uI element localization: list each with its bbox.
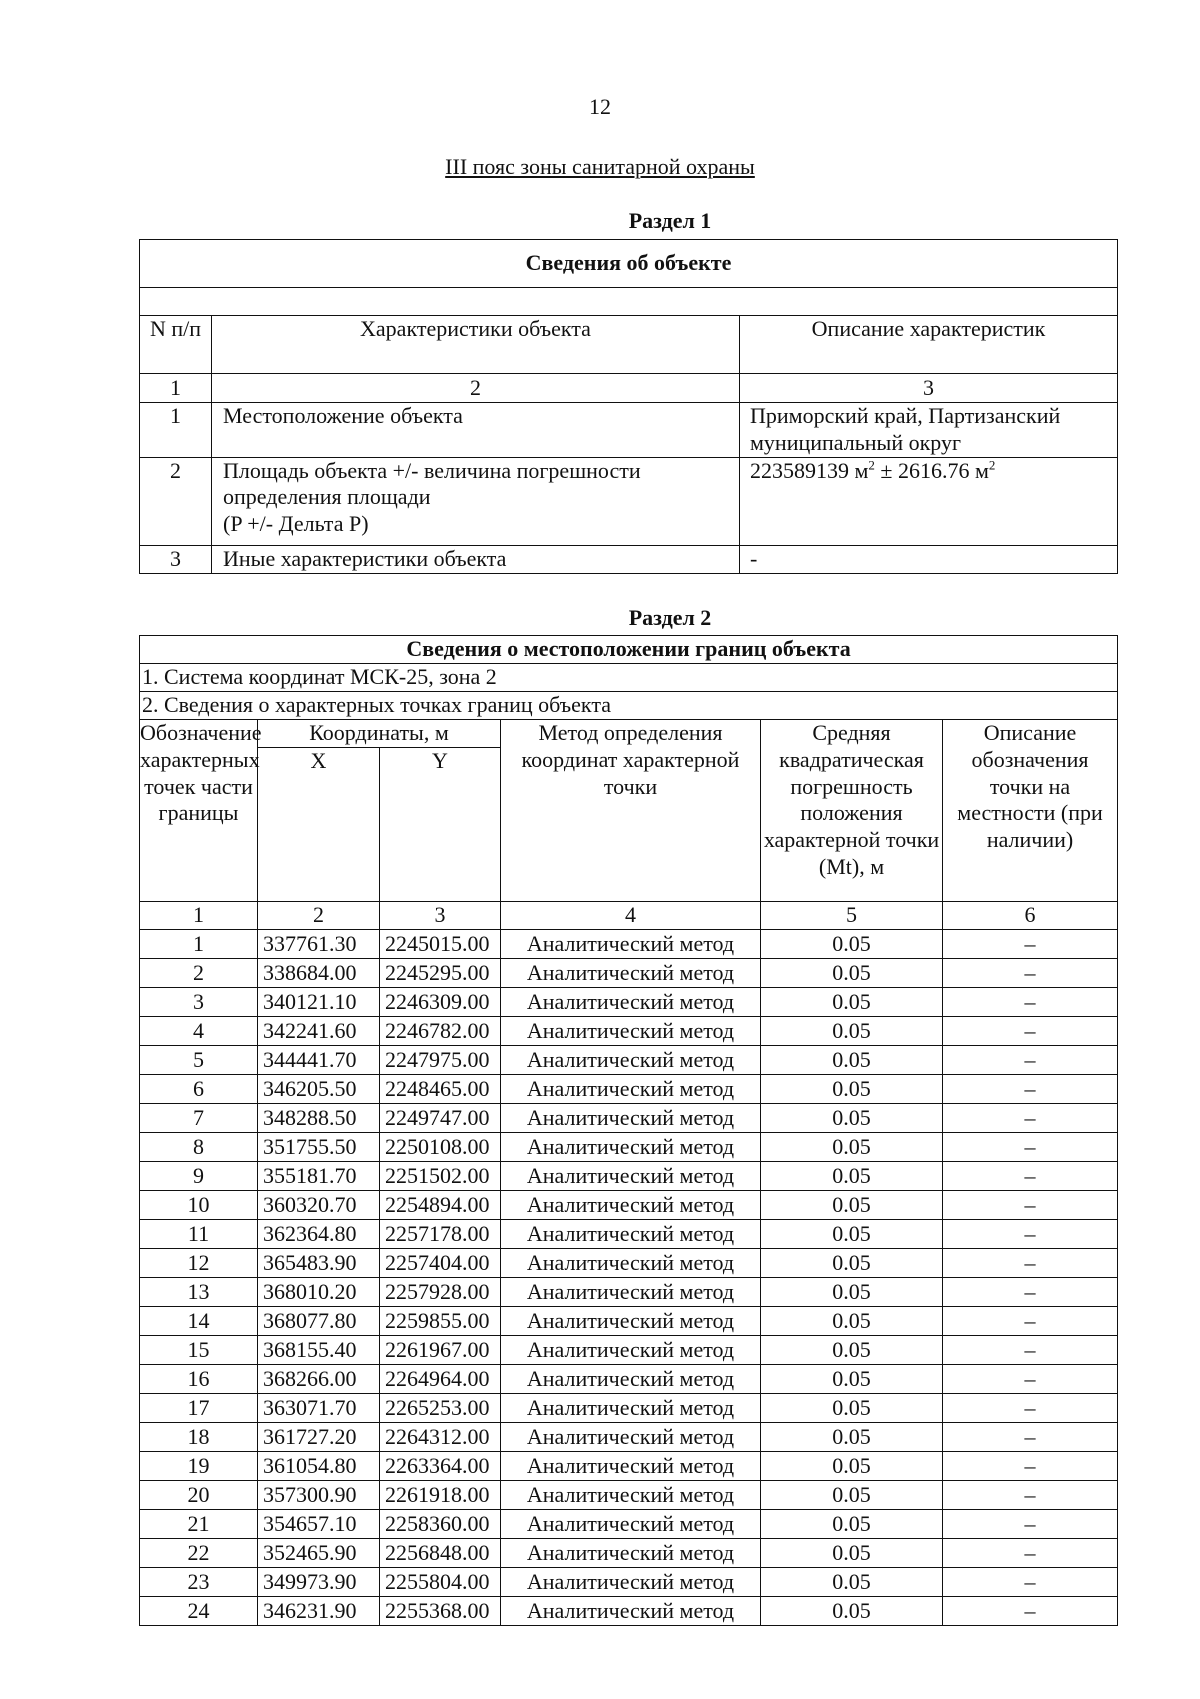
point-description: – bbox=[943, 1075, 1118, 1104]
method: Аналитический метод bbox=[501, 1336, 761, 1365]
object-info-title: Сведения об объекте bbox=[140, 240, 1118, 288]
coordinate-system: 1. Система координат МСК-25, зона 2 bbox=[140, 664, 1118, 692]
col-number: 4 bbox=[501, 902, 761, 930]
point-description: – bbox=[943, 1597, 1118, 1626]
header-method: Метод определения координат характерной точки bbox=[501, 720, 761, 902]
row-num: 2 bbox=[140, 457, 212, 545]
header-x: X bbox=[258, 748, 380, 902]
coord-x: 351755.50 bbox=[258, 1133, 380, 1162]
coord-y: 2246782.00 bbox=[380, 1017, 501, 1046]
method: Аналитический метод bbox=[501, 930, 761, 959]
col-number: 6 bbox=[943, 902, 1118, 930]
coord-y: 2261918.00 bbox=[380, 1481, 501, 1510]
header-description: Описание характеристик bbox=[740, 316, 1118, 374]
point-description: – bbox=[943, 1452, 1118, 1481]
mean-error: 0.05 bbox=[761, 1017, 943, 1046]
point-number: 24 bbox=[140, 1597, 258, 1626]
point-number: 11 bbox=[140, 1220, 258, 1249]
coord-x: 352465.90 bbox=[258, 1539, 380, 1568]
table-row bbox=[140, 457, 1118, 545]
method: Аналитический метод bbox=[501, 1481, 761, 1510]
table-row bbox=[140, 1452, 1118, 1481]
point-number: 8 bbox=[140, 1133, 258, 1162]
coord-y: 2256848.00 bbox=[380, 1539, 501, 1568]
mean-error: 0.05 bbox=[761, 959, 943, 988]
area-line-1: Площадь объекта +/- величина погрешности bbox=[223, 457, 641, 483]
table-row bbox=[140, 1365, 1118, 1394]
mean-error: 0.05 bbox=[761, 988, 943, 1017]
section1-heading: Раздел 1 bbox=[628, 208, 712, 233]
mean-error: 0.05 bbox=[761, 1104, 943, 1133]
section2-heading: Раздел 2 bbox=[628, 605, 712, 630]
coord-y: 2257928.00 bbox=[380, 1278, 501, 1307]
point-number: 7 bbox=[140, 1104, 258, 1133]
row-num: 3 bbox=[140, 545, 212, 573]
mean-error: 0.05 bbox=[761, 1597, 943, 1626]
point-number: 15 bbox=[140, 1336, 258, 1365]
point-number: 4 bbox=[140, 1017, 258, 1046]
point-number: 22 bbox=[140, 1539, 258, 1568]
point-description: – bbox=[943, 1307, 1118, 1336]
col-number: 5 bbox=[761, 902, 943, 930]
point-number: 14 bbox=[140, 1307, 258, 1336]
point-description: – bbox=[943, 1481, 1118, 1510]
method: Аналитический метод bbox=[501, 1191, 761, 1220]
header-characteristics: Характеристики объекта bbox=[212, 316, 740, 374]
mean-error: 0.05 bbox=[761, 1539, 943, 1568]
table-row bbox=[140, 1162, 1118, 1191]
method: Аналитический метод bbox=[501, 1017, 761, 1046]
coord-y: 2265253.00 bbox=[380, 1394, 501, 1423]
coord-y: 2245295.00 bbox=[380, 959, 501, 988]
page-number: 12 bbox=[589, 94, 611, 119]
point-description: – bbox=[943, 1104, 1118, 1133]
table-row bbox=[140, 959, 1118, 988]
row-description: - bbox=[740, 545, 1118, 573]
coord-x: 337761.30 bbox=[258, 930, 380, 959]
method: Аналитический метод bbox=[501, 1249, 761, 1278]
coord-y: 2247975.00 bbox=[380, 1046, 501, 1075]
point-description: – bbox=[943, 1133, 1118, 1162]
point-description: – bbox=[943, 959, 1118, 988]
mean-error: 0.05 bbox=[761, 1278, 943, 1307]
method: Аналитический метод bbox=[501, 1597, 761, 1626]
point-description: – bbox=[943, 1539, 1118, 1568]
point-number: 6 bbox=[140, 1075, 258, 1104]
point-number: 9 bbox=[140, 1162, 258, 1191]
col-number: 3 bbox=[740, 374, 1118, 403]
point-description: – bbox=[943, 1423, 1118, 1452]
boundary-table-title: Сведения о местоположении границ объекта bbox=[140, 636, 1118, 664]
mean-error: 0.05 bbox=[761, 930, 943, 959]
row-num: 1 bbox=[140, 403, 212, 458]
method: Аналитический метод bbox=[501, 1452, 761, 1481]
coord-y: 2246309.00 bbox=[380, 988, 501, 1017]
mean-error: 0.05 bbox=[761, 1046, 943, 1075]
boundary-points-table bbox=[139, 635, 1118, 1626]
mean-error: 0.05 bbox=[761, 1075, 943, 1104]
point-number: 16 bbox=[140, 1365, 258, 1394]
document-title: III пояс зоны санитарной охраны bbox=[445, 154, 755, 179]
point-description: – bbox=[943, 1510, 1118, 1539]
coord-y: 2245015.00 bbox=[380, 930, 501, 959]
point-number: 1 bbox=[140, 930, 258, 959]
point-number: 2 bbox=[140, 959, 258, 988]
method: Аналитический метод bbox=[501, 1510, 761, 1539]
table-row bbox=[140, 403, 1118, 458]
method: Аналитический метод bbox=[501, 1104, 761, 1133]
point-number: 20 bbox=[140, 1481, 258, 1510]
point-description: – bbox=[943, 1220, 1118, 1249]
mean-error: 0.05 bbox=[761, 1336, 943, 1365]
table-row bbox=[140, 1481, 1118, 1510]
method: Аналитический метод bbox=[501, 1423, 761, 1452]
coord-x: 349973.90 bbox=[258, 1568, 380, 1597]
point-number: 18 bbox=[140, 1423, 258, 1452]
table-row bbox=[140, 1075, 1118, 1104]
coord-y: 2264964.00 bbox=[380, 1365, 501, 1394]
coord-x: 340121.10 bbox=[258, 988, 380, 1017]
mean-error: 0.05 bbox=[761, 1481, 943, 1510]
row-characteristic bbox=[212, 457, 740, 545]
table-row bbox=[140, 1568, 1118, 1597]
table-row bbox=[140, 1278, 1118, 1307]
point-description: – bbox=[943, 1191, 1118, 1220]
point-description: – bbox=[943, 1046, 1118, 1075]
area-line-2: определения площади bbox=[223, 484, 431, 510]
table-row bbox=[140, 1539, 1118, 1568]
table-row bbox=[140, 1017, 1118, 1046]
table-row bbox=[140, 1307, 1118, 1336]
table-row bbox=[140, 1104, 1118, 1133]
area-unit-exponent: 2 bbox=[868, 457, 875, 473]
mean-error: 0.05 bbox=[761, 1307, 943, 1336]
coord-x: 368155.40 bbox=[258, 1336, 380, 1365]
coord-y: 2259855.00 bbox=[380, 1307, 501, 1336]
point-description: – bbox=[943, 1278, 1118, 1307]
point-number: 12 bbox=[140, 1249, 258, 1278]
point-description: – bbox=[943, 1568, 1118, 1597]
mean-error: 0.05 bbox=[761, 1191, 943, 1220]
method: Аналитический метод bbox=[501, 1220, 761, 1249]
method: Аналитический метод bbox=[501, 1394, 761, 1423]
point-description: – bbox=[943, 1162, 1118, 1191]
row-characteristic: Местоположение объекта bbox=[212, 403, 740, 458]
table-row bbox=[140, 1046, 1118, 1075]
coord-x: 338684.00 bbox=[258, 959, 380, 988]
point-number: 19 bbox=[140, 1452, 258, 1481]
area-line-3: (P +/- Дельта P) bbox=[223, 511, 369, 537]
table-row bbox=[140, 1133, 1118, 1162]
method: Аналитический метод bbox=[501, 1539, 761, 1568]
table-row bbox=[140, 930, 1118, 959]
coord-x: 368010.20 bbox=[258, 1278, 380, 1307]
point-description: – bbox=[943, 930, 1118, 959]
coord-x: 344441.70 bbox=[258, 1046, 380, 1075]
method: Аналитический метод bbox=[501, 1075, 761, 1104]
point-number: 10 bbox=[140, 1191, 258, 1220]
table-row bbox=[140, 1394, 1118, 1423]
coord-x: 362364.80 bbox=[258, 1220, 380, 1249]
mean-error: 0.05 bbox=[761, 1220, 943, 1249]
point-description: – bbox=[943, 1365, 1118, 1394]
point-number: 21 bbox=[140, 1510, 258, 1539]
table-row bbox=[140, 1191, 1118, 1220]
method: Аналитический метод bbox=[501, 1133, 761, 1162]
col-number: 3 bbox=[380, 902, 501, 930]
mean-error: 0.05 bbox=[761, 1423, 943, 1452]
col-number: 1 bbox=[140, 374, 212, 403]
coord-x: 368077.80 bbox=[258, 1307, 380, 1336]
coord-y: 2263364.00 bbox=[380, 1452, 501, 1481]
table-row bbox=[140, 1597, 1118, 1626]
coord-y: 2255368.00 bbox=[380, 1597, 501, 1626]
coord-x: 360320.70 bbox=[258, 1191, 380, 1220]
coord-y: 2254894.00 bbox=[380, 1191, 501, 1220]
point-description: – bbox=[943, 1336, 1118, 1365]
coord-x: 346231.90 bbox=[258, 1597, 380, 1626]
area-error: ± 2616.76 м bbox=[874, 457, 989, 483]
point-number: 23 bbox=[140, 1568, 258, 1597]
header-designation: Обозначение характерных точек части границы bbox=[140, 720, 258, 902]
point-description: – bbox=[943, 1249, 1118, 1278]
coord-x: 357300.90 bbox=[258, 1481, 380, 1510]
coord-x: 365483.90 bbox=[258, 1249, 380, 1278]
col-number: 2 bbox=[258, 902, 380, 930]
coord-x: 355181.70 bbox=[258, 1162, 380, 1191]
coord-x: 348288.50 bbox=[258, 1104, 380, 1133]
coord-x: 346205.50 bbox=[258, 1075, 380, 1104]
header-error: Средняя квадратическая погрешность положения характерной точки (Mt), м bbox=[761, 720, 943, 902]
row-characteristic: Иные характеристики объекта bbox=[212, 545, 740, 573]
point-number: 3 bbox=[140, 988, 258, 1017]
point-description: – bbox=[943, 1394, 1118, 1423]
coord-x: 342241.60 bbox=[258, 1017, 380, 1046]
method: Аналитический метод bbox=[501, 1162, 761, 1191]
mean-error: 0.05 bbox=[761, 1365, 943, 1394]
col-number: 1 bbox=[140, 902, 258, 930]
empty-row bbox=[140, 288, 1118, 316]
points-caption: 2. Сведения о характерных точках границ объекта bbox=[140, 692, 1118, 720]
table-row bbox=[140, 1336, 1118, 1365]
coord-y: 2249747.00 bbox=[380, 1104, 501, 1133]
table-row bbox=[140, 1510, 1118, 1539]
coord-y: 2251502.00 bbox=[380, 1162, 501, 1191]
point-number: 17 bbox=[140, 1394, 258, 1423]
row-description bbox=[740, 457, 1118, 545]
header-coordinates: Координаты, м bbox=[258, 720, 501, 748]
coord-x: 354657.10 bbox=[258, 1510, 380, 1539]
coord-y: 2257404.00 bbox=[380, 1249, 501, 1278]
method: Аналитический метод bbox=[501, 1307, 761, 1336]
coord-y: 2250108.00 bbox=[380, 1133, 501, 1162]
point-description: – bbox=[943, 1017, 1118, 1046]
mean-error: 0.05 bbox=[761, 1162, 943, 1191]
method: Аналитический метод bbox=[501, 988, 761, 1017]
table-row bbox=[140, 1220, 1118, 1249]
method: Аналитический метод bbox=[501, 1046, 761, 1075]
row-description: Приморский край, Партизанский муниципальный округ bbox=[740, 403, 1118, 458]
mean-error: 0.05 bbox=[761, 1249, 943, 1278]
mean-error: 0.05 bbox=[761, 1394, 943, 1423]
mean-error: 0.05 bbox=[761, 1510, 943, 1539]
mean-error: 0.05 bbox=[761, 1133, 943, 1162]
coord-y: 2255804.00 bbox=[380, 1568, 501, 1597]
coord-y: 2258360.00 bbox=[380, 1510, 501, 1539]
area-unit-exponent: 2 bbox=[988, 457, 996, 473]
coord-x: 368266.00 bbox=[258, 1365, 380, 1394]
coord-y: 2248465.00 bbox=[380, 1075, 501, 1104]
coord-x: 361054.80 bbox=[258, 1452, 380, 1481]
header-y: Y bbox=[380, 748, 501, 902]
coord-x: 361727.20 bbox=[258, 1423, 380, 1452]
header-num: N п/п bbox=[140, 316, 212, 374]
table-row bbox=[140, 1423, 1118, 1452]
coord-y: 2261967.00 bbox=[380, 1336, 501, 1365]
coord-y: 2264312.00 bbox=[380, 1423, 501, 1452]
method: Аналитический метод bbox=[501, 959, 761, 988]
method: Аналитический метод bbox=[501, 1568, 761, 1597]
method: Аналитический метод bbox=[501, 1278, 761, 1307]
object-info-table bbox=[139, 239, 1118, 574]
method: Аналитический метод bbox=[501, 1365, 761, 1394]
coord-y: 2257178.00 bbox=[380, 1220, 501, 1249]
header-point-description: Описание обозначения точки на местности (при наличии) bbox=[943, 720, 1118, 902]
mean-error: 0.05 bbox=[761, 1568, 943, 1597]
col-number: 2 bbox=[212, 374, 740, 403]
table-row bbox=[140, 1249, 1118, 1278]
point-description: – bbox=[943, 988, 1118, 1017]
point-number: 5 bbox=[140, 1046, 258, 1075]
area-value: 223589139 м bbox=[750, 457, 869, 483]
table-row bbox=[140, 545, 1118, 573]
mean-error: 0.05 bbox=[761, 1452, 943, 1481]
table-row bbox=[140, 988, 1118, 1017]
point-number: 13 bbox=[140, 1278, 258, 1307]
coord-x: 363071.70 bbox=[258, 1394, 380, 1423]
